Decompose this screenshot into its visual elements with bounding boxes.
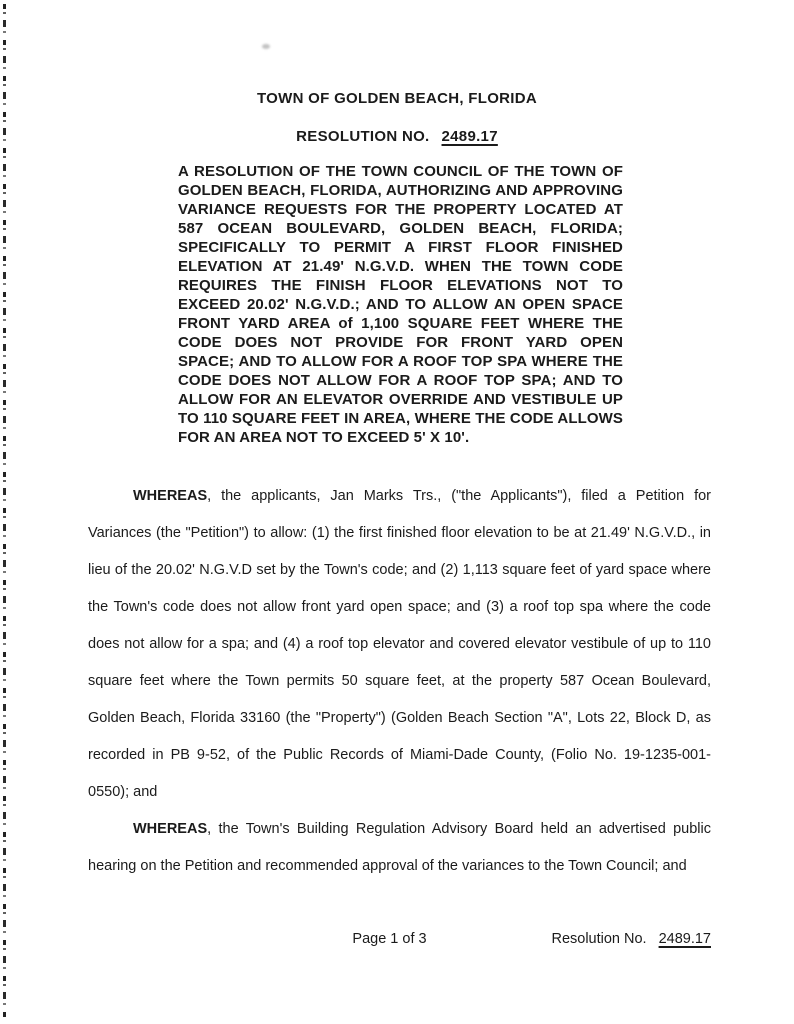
whereas-paragraph-2 xyxy=(88,811,711,885)
whereas-paragraph-1 xyxy=(88,478,711,811)
page-number: Page 1 of 3 xyxy=(352,931,427,947)
resolution-body xyxy=(88,478,711,885)
whereas-text-1: , the applicants, Jan Marks Trs., ("the Applicants"), filed a Petition for Variances (the "Petition") to allow: (1) the first finished floor elevation to be at 21.49' N.G.V.D., in lieu of the 20.02' N.G.V.D set by the Town's code; and (2) 1,113 square feet of yard space where the Town's code does not allow front yard open space; and (3) a roof top spa where the code does not allow for a spa; and (4) a roof top elevator and covered elevator vestibule of up to 110 square feet where the Town permits 50 square feet, at the property 587 Ocean Boulevard, Golden Beach, Florida 33160 (the "Property") (Golden Beach Section "A", Lots 22, Block D, as recorded in PB 9-52, of the Public Records of Miami-Dade County, (Folio No. 19-1235-001-0550); and xyxy=(88,488,711,800)
footer-resolution xyxy=(551,931,711,947)
resolution-heading xyxy=(0,128,794,145)
footer-resolution-label: Resolution No. xyxy=(551,931,647,947)
resolution-summary-block: A RESOLUTION OF THE TOWN COUNCIL OF THE TOWN OF GOLDEN BEACH, FLORIDA, AUTHORIZING AND APPROVING VARIANCE REQUESTS FOR THE PROPERTY LOCATED AT 587 OCEAN BOULEVARD, GOLDEN BEACH, FLORIDA; SPECIFICALLY TO PERMIT A FIRST FLOOR FINISHED ELEVATION AT 21.49' N.G.V.D. WHEN THE TOWN CODE REQUIRES THE FINISH FLOOR ELEVATIONS NOT TO EXCEED 20.02' N.G.V.D.; AND TO ALLOW AN OPEN SPACE FRONT YARD AREA of 1,100 SQUARE FEET WHERE THE CODE DOES NOT PROVIDE FOR FRONT YARD OPEN SPACE; AND TO ALLOW FOR A ROOF TOP SPA WHERE THE CODE DOES NOT ALLOW FOR A ROOF TOP SPA; AND TO ALLOW FOR AN ELEVATOR OVERRIDE AND VESTIBULE UP TO 110 SQUARE FEET IN AREA, WHERE THE CODE ALLOWS FOR AN AREA NOT TO EXCEED 5' X 10'. xyxy=(178,163,623,446)
scan-artifact-speck xyxy=(262,44,270,49)
whereas-lead-2: WHEREAS xyxy=(133,821,208,837)
resolution-label: RESOLUTION NO. xyxy=(296,128,430,145)
whereas-lead-1: WHEREAS xyxy=(133,488,208,504)
document-title: TOWN OF GOLDEN BEACH, FLORIDA xyxy=(256,90,538,107)
scan-artifact-line xyxy=(3,4,6,1018)
footer-resolution-number: 2489.17 xyxy=(658,931,711,947)
resolution-number: 2489.17 xyxy=(441,128,498,145)
whereas-text-2: , the Town's Building Regulation Advisory Board held an advertised public hearing on the Petition and recommended approval of the variances to the Town Council; and xyxy=(88,821,711,874)
